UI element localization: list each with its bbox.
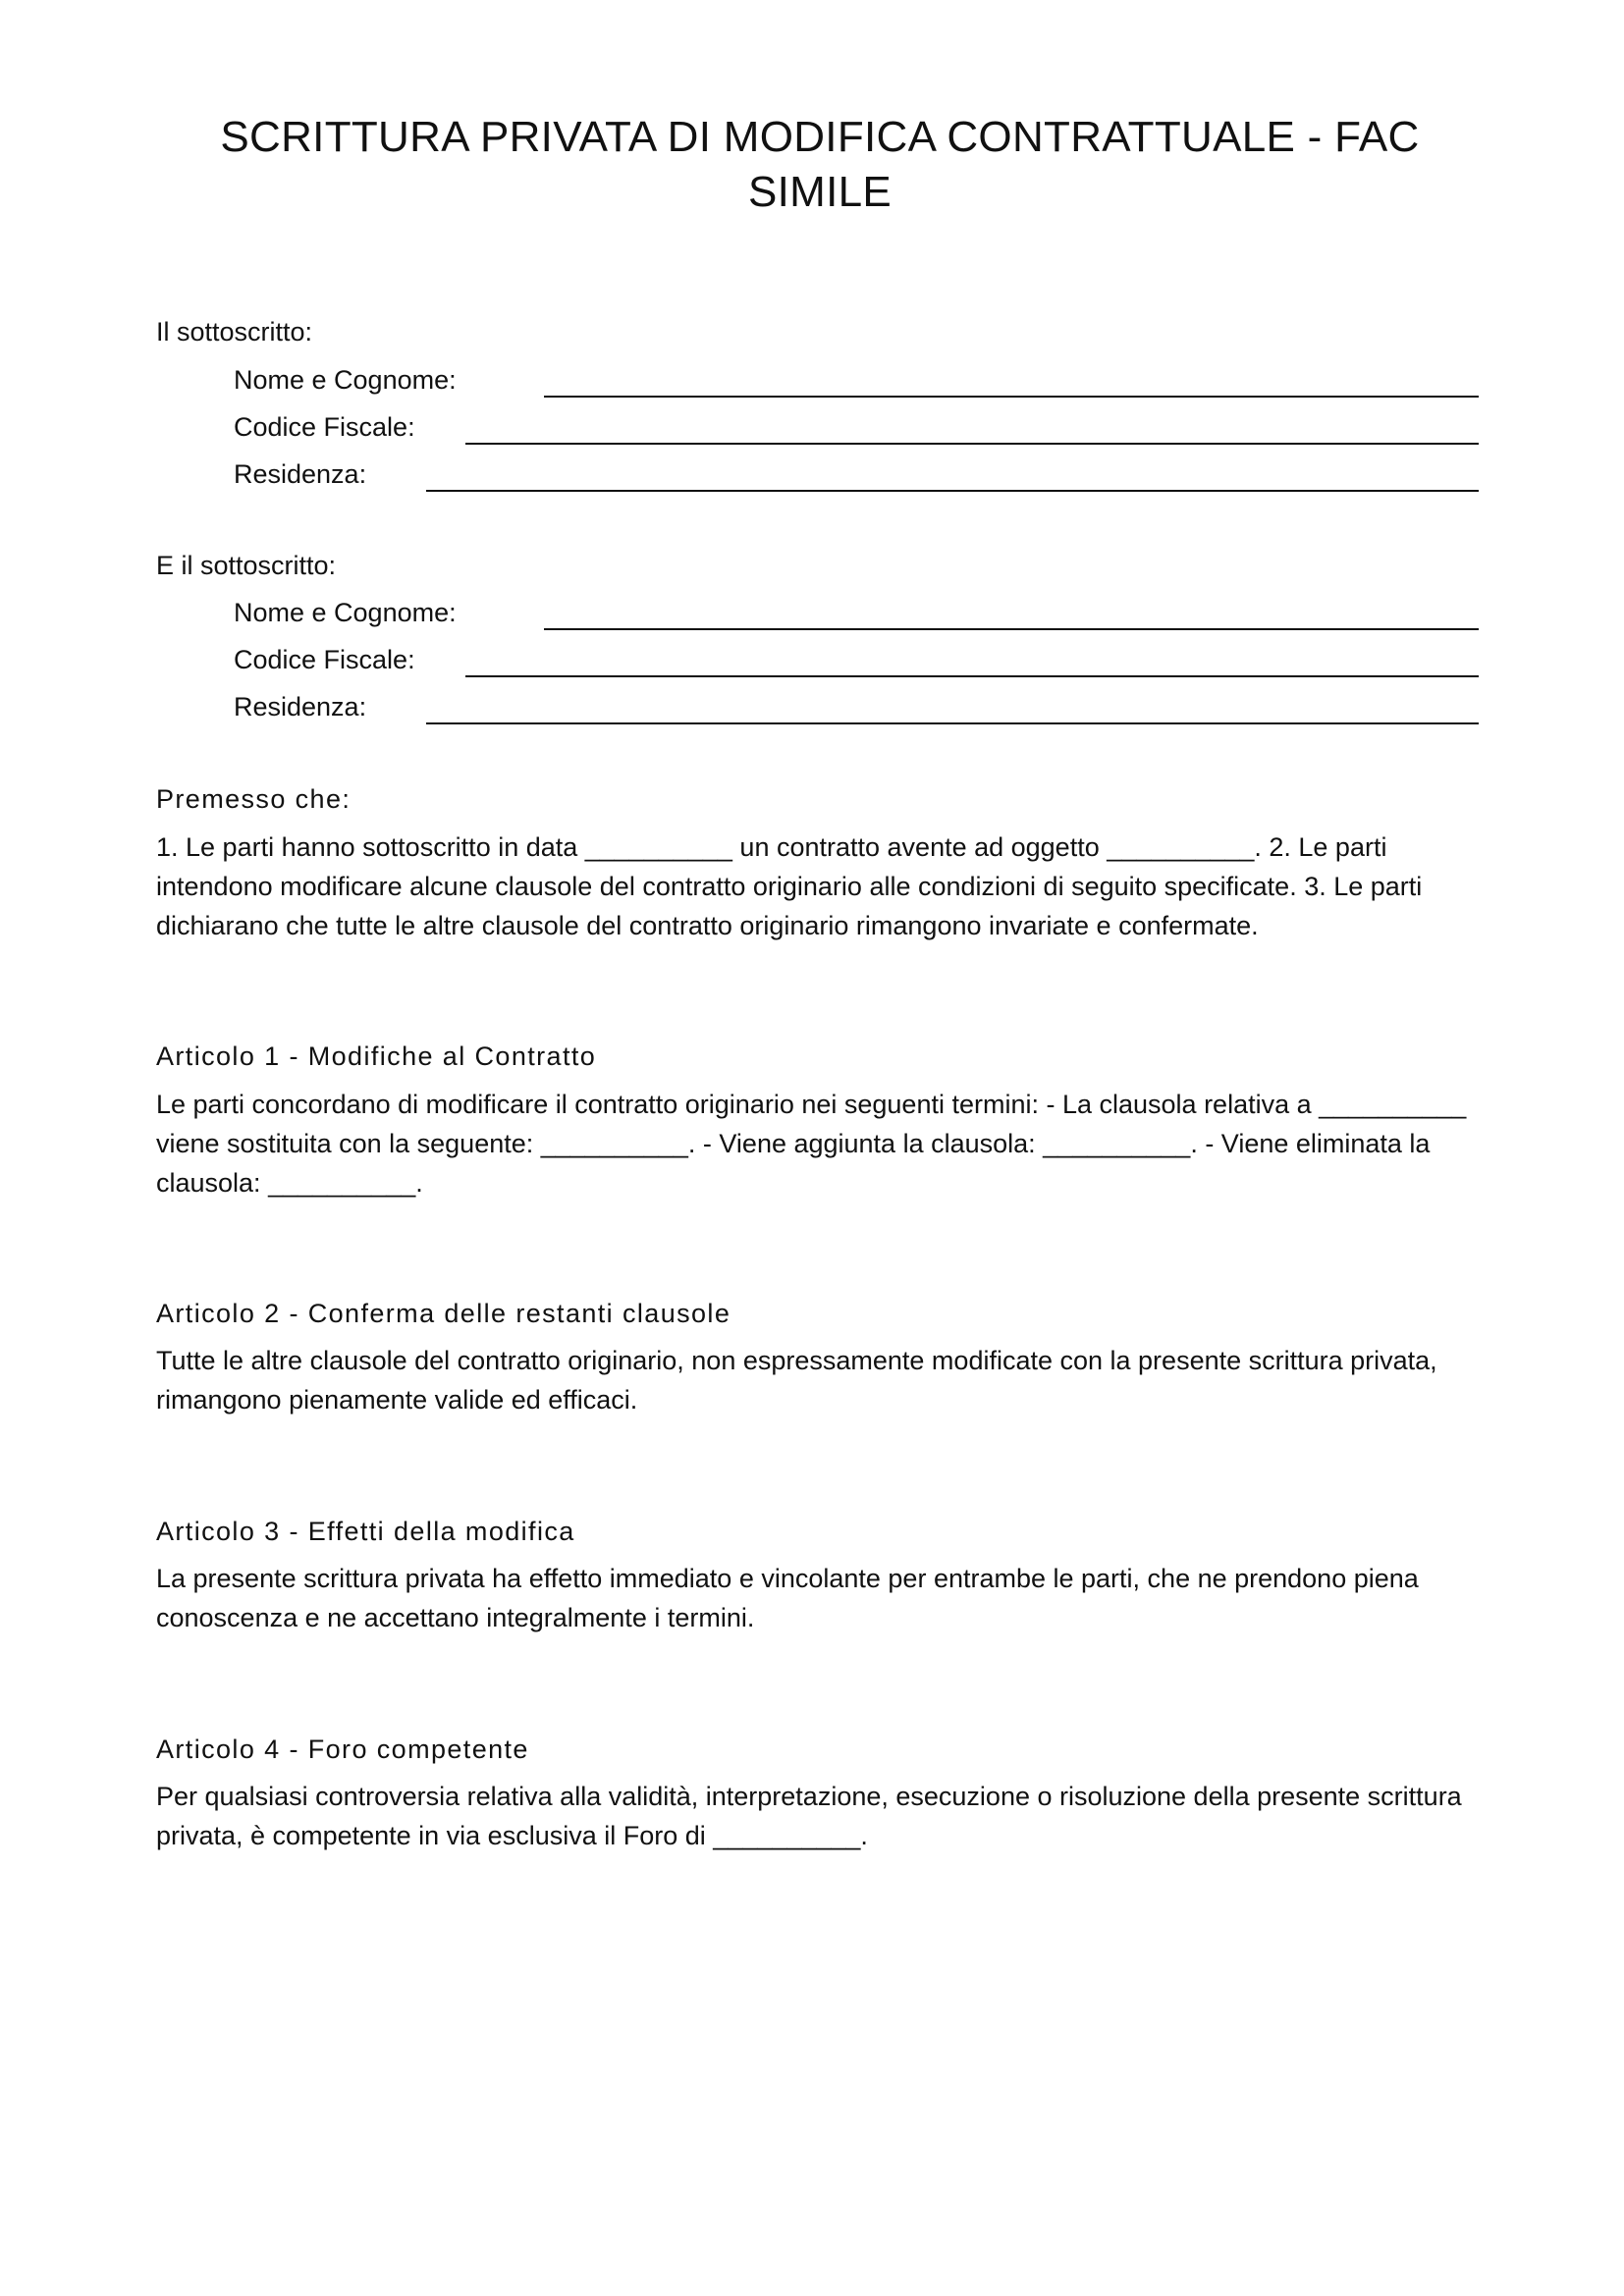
party1-residence-row <box>234 457 1479 497</box>
party2-name-label: Nome e Cognome: <box>234 598 457 627</box>
party2-fiscal-row <box>234 643 1479 682</box>
article-2-text: Tutte le altre clausole del contratto originario, non espressamente modificate con la presente scrittura privata, rimangono pienamente valide ed efficaci. <box>156 1346 1437 1415</box>
premise-heading: Premesso che: <box>156 784 352 814</box>
party1-intro: Il sottoscritto: <box>156 317 313 347</box>
party1-residence-field[interactable] <box>426 490 1479 492</box>
party1-fiscal-field[interactable] <box>465 443 1479 445</box>
party1-name-row <box>234 363 1479 402</box>
article-1-text: Le parti concordano di modificare il contratto originario nei seguenti termini: - La clausola relativa a __________ viene sostituita con la seguente: __________. - Viene aggiunta la clausola: __________. - Viene eliminata la clausola: __________. <box>156 1090 1467 1198</box>
party1-fiscal-label: Codice Fiscale: <box>234 412 415 442</box>
article-4-heading: Articolo 4 - Foro competente <box>156 1735 529 1764</box>
article-2-heading: Articolo 2 - Conferma delle restanti clausole <box>156 1299 731 1328</box>
document-title: SCRITTURA PRIVATA DI MODIFICA CONTRATTUALE - FAC SIMILE <box>220 113 1420 216</box>
party1-name-field[interactable] <box>544 396 1479 398</box>
premise-text: 1. Le parti hanno sottoscritto in data __________ un contratto avente ad oggetto __________. 2. Le parti intendono modificare alcune clausole del contratto originario alle condizioni di seguito specificate. 3. Le parti dichiarano che tutte le altre clausole del contratto originario rimangono invariate e confermate. <box>156 832 1423 940</box>
party1-name-label: Nome e Cognome: <box>234 365 457 395</box>
party1-fiscal-row <box>234 410 1479 450</box>
party2-residence-row <box>234 690 1479 729</box>
party2-residence-label: Residenza: <box>234 692 367 721</box>
party1-residence-label: Residenza: <box>234 459 367 489</box>
party2-name-field[interactable] <box>544 628 1479 630</box>
party2-residence-field[interactable] <box>426 722 1479 724</box>
party2-fiscal-label: Codice Fiscale: <box>234 645 415 674</box>
article-3-heading: Articolo 3 - Effetti della modifica <box>156 1517 575 1546</box>
party2-fiscal-field[interactable] <box>465 675 1479 677</box>
article-3-text: La presente scrittura privata ha effetto immediato e vincolante per entrambe le parti, che ne prendono piena conoscenza e ne accettano integralmente i termini. <box>156 1564 1419 1632</box>
article-4-text: Per qualsiasi controversia relativa alla validità, interpretazione, esecuzione o risoluzione della presente scrittura privata, è competente in via esclusiva il Foro di __________. <box>156 1782 1462 1850</box>
party2-intro: E il sottoscritto: <box>156 551 337 580</box>
article-1-heading: Articolo 1 - Modifiche al Contratto <box>156 1041 597 1071</box>
party2-name-row <box>234 596 1479 635</box>
